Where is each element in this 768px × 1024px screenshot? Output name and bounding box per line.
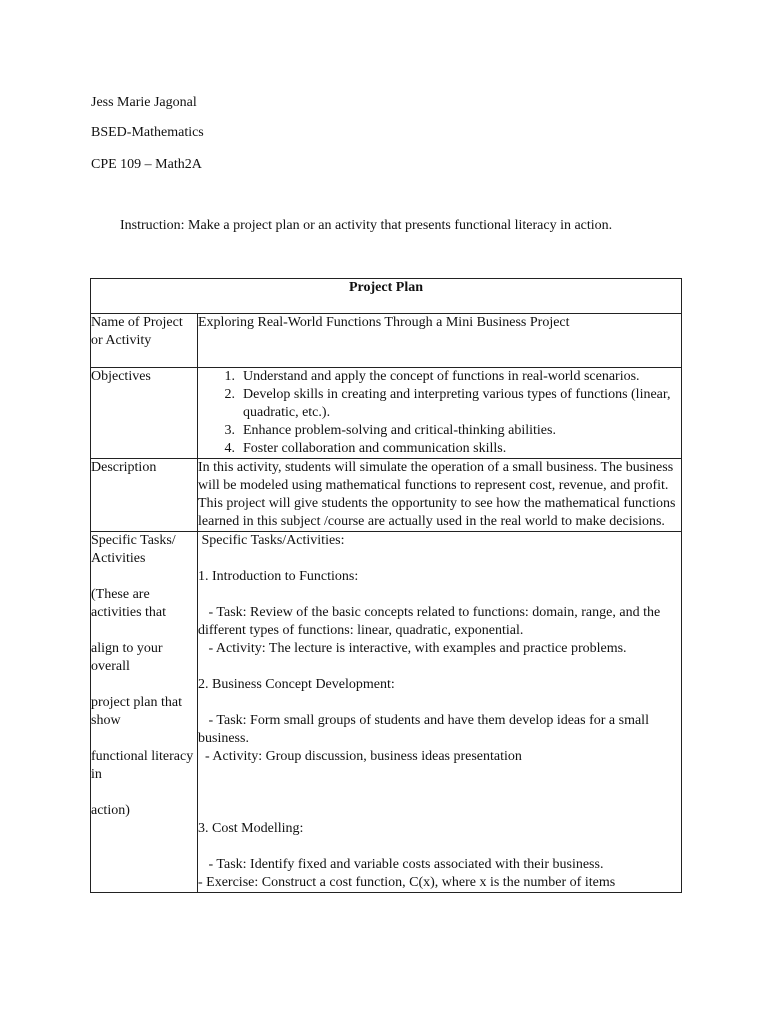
task-line: - Task: Review of the basic concepts related to functions: domain, range, and the different types of functions: linear, quadratic, exponential. <box>198 605 664 638</box>
title-row <box>91 279 682 314</box>
list-item: 3. Enhance problem-solving and critical-thinking abilities. <box>224 423 556 438</box>
tasks-row <box>91 532 682 893</box>
list-item: 4. Foster collaboration and communication skills. <box>224 441 507 456</box>
task-line: - Task: Form small groups of students and have them develop ideas for a small business. <box>198 713 653 746</box>
description-label: Description <box>91 459 198 532</box>
activity-line: - Activity: Group discussion, business ideas presentation <box>198 749 522 764</box>
description-text: In this activity, students will simulate the operation of a small business. The business will be modeled using mathematical functions to represent cost, revenue, and profit. This project will give students the opportunity to see how the mathematical functions learned in this subject /course are actually used in the real world to make decisions. <box>198 459 682 532</box>
exercise-line: - Exercise: Construct a cost function, C(x), where x is the number of items <box>198 875 616 890</box>
activity-line: - Activity: The lecture is interactive, with examples and practice problems. <box>198 641 627 656</box>
name-row <box>91 314 682 368</box>
name-label: Name of Project or Activity <box>91 314 198 368</box>
tasks-label: Specific Tasks/ Activities <box>91 533 179 566</box>
project-plan-table <box>90 278 682 893</box>
course-code: CPE 109 – Math2A <box>91 157 202 172</box>
section-title: 1. Introduction to Functions: <box>198 569 359 584</box>
tasks-note: functional literacy in <box>91 749 197 782</box>
tasks-cell <box>198 532 682 893</box>
tasks-heading: Specific Tasks/Activities: <box>198 533 345 548</box>
table-title: Project Plan <box>91 279 682 314</box>
tasks-note: align to your overall <box>91 641 167 674</box>
list-item: 1. Understand and apply the concept of functions in real-world scenarios. <box>224 369 640 384</box>
task-line: - Task: Identify fixed and variable costs associated with their business. <box>198 857 604 872</box>
name-value: Exploring Real-World Functions Through a Mini Business Project <box>198 314 682 368</box>
objectives-list <box>198 368 681 458</box>
objectives-row <box>91 368 682 459</box>
tasks-note: project plan that show <box>91 695 186 728</box>
instruction-text: Instruction: Make a project plan or an activity that presents functional literacy in action. <box>120 218 613 233</box>
objectives-cell <box>198 368 682 459</box>
tasks-note: action) <box>91 803 130 818</box>
objectives-label: Objectives <box>91 368 198 459</box>
tasks-note: (These are activities that <box>91 587 167 620</box>
student-program: BSED-Mathematics <box>91 125 204 140</box>
section-title: 3. Cost Modelling: <box>198 821 304 836</box>
student-name: Jess Marie Jagonal <box>91 95 197 110</box>
section-title: 2. Business Concept Development: <box>198 677 395 692</box>
tasks-label-cell <box>91 532 198 893</box>
description-row <box>91 459 682 532</box>
list-item: 2. Develop skills in creating and interpreting various types of functions (linear, quadratic, etc.). <box>224 387 671 420</box>
